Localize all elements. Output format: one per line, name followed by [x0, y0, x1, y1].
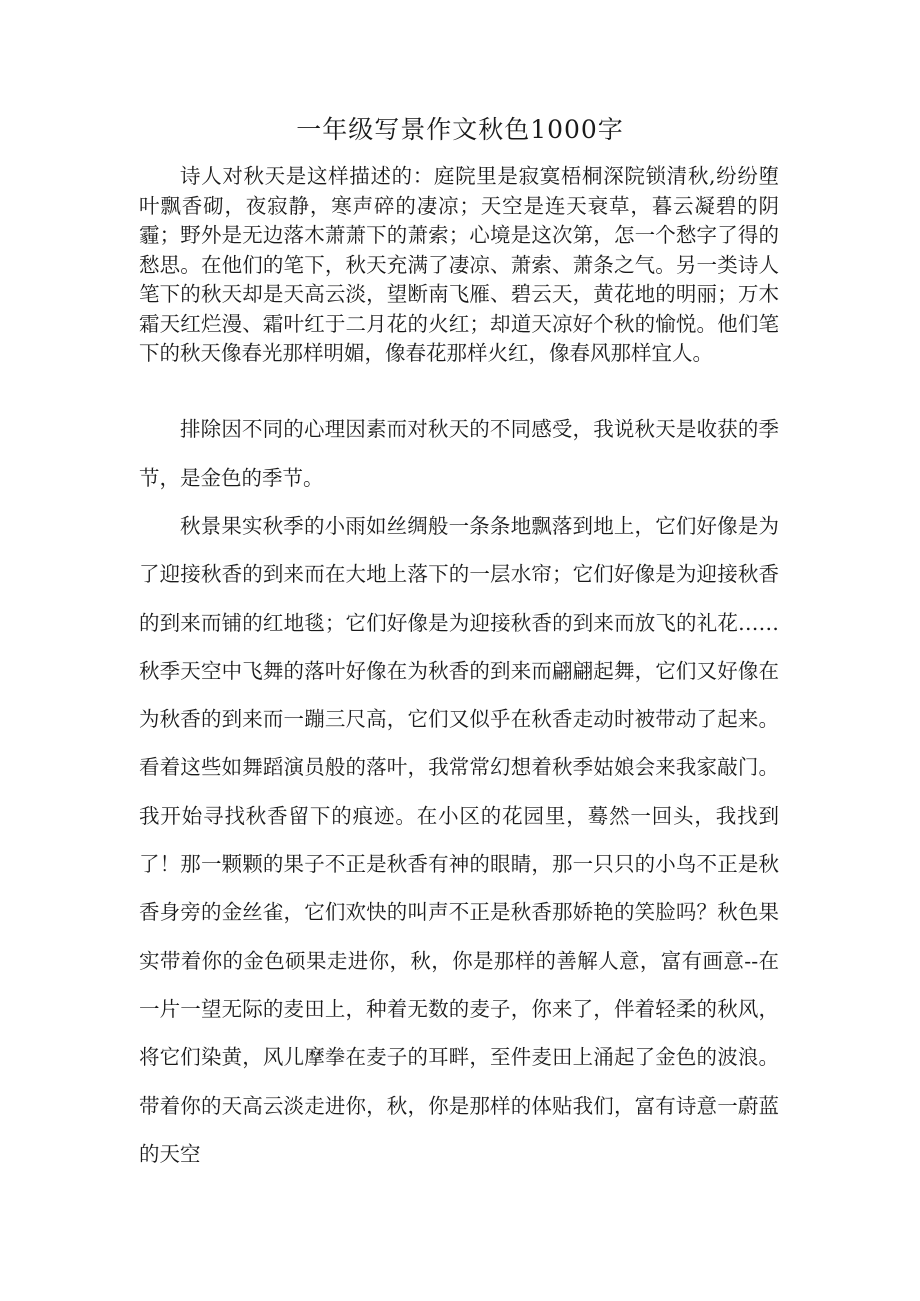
paragraph-harvest-season: 排除因不同的心理因素而对秋天的不同感受，我说秋天是收获的季节，是金色的季节。: [139, 417, 779, 490]
paragraph-autumn-scenery: 秋景果实秋季的小雨如丝绸般一条条地飘落到地上，它们好像是为了迎接秋香的到来而在大地上落下的一层水帘；它们好像是为迎接秋香的到来而铺的红地毯；它们好像是为迎接秋香的到来而放飞的礼花……秋季天空中飞舞的落叶好像在为秋香的到来而翩翩起舞，它们又好像在为秋香的到来而一蹦三尺高，它们又似乎在秋香走动时被带动了起来。看着这些如舞蹈演员般的落叶，我常常幻想着秋季姑娘会来我家敲门。我开始寻找秋香留下的痕迹。在小区的花园里，蓦然一回头，我找到了！那一颗颗的果子不正是秋香有神的眼睛，那一只只的小鸟不正是秋香身旁的金丝雀，它们欢快的叫声不正是秋香那娇艳的笑脸吗？秋色果实带着你的金色硕果走进你，秋，你是那样的善解人意，富有画意--在一片一望无际的麦田上，种着无数的麦子，你来了，伴着轻柔的秋风，将它们染黄，风儿摩拳在麦子的耳畔，至件麦田上涌起了金色的波浪。带着你的天高云淡走进你，秋，你是那样的体贴我们，富有诗意一蔚蓝的天空: [139, 514, 779, 1166]
paragraph-poets-description: 诗人对秋天是这样描述的：庭院里是寂寞梧桐深院锁清秋,纷纷堕叶飘香砌，夜寂静，寒声碎的凄凉；天空是连天衰草，暮云凝碧的阴霾；野外是无边落木萧萧下的萧索；心境是这次第，怎一个愁字了得的愁思。在他们的笔下，秋天充满了凄凉、萧索、萧条之气。另一类诗人笔下的秋天却是天高云淡，望断南飞雁、碧云天，黄花地的明丽；万木霜天红烂漫、霜叶红于二月花的火红；却道天凉好个秋的愉悦。他们笔下的秋天像春光那样明媚，像春花那样火红，像春风那样宜人。: [139, 164, 779, 365]
document-title: 一年级写景作文秋色1000字: [296, 115, 624, 144]
